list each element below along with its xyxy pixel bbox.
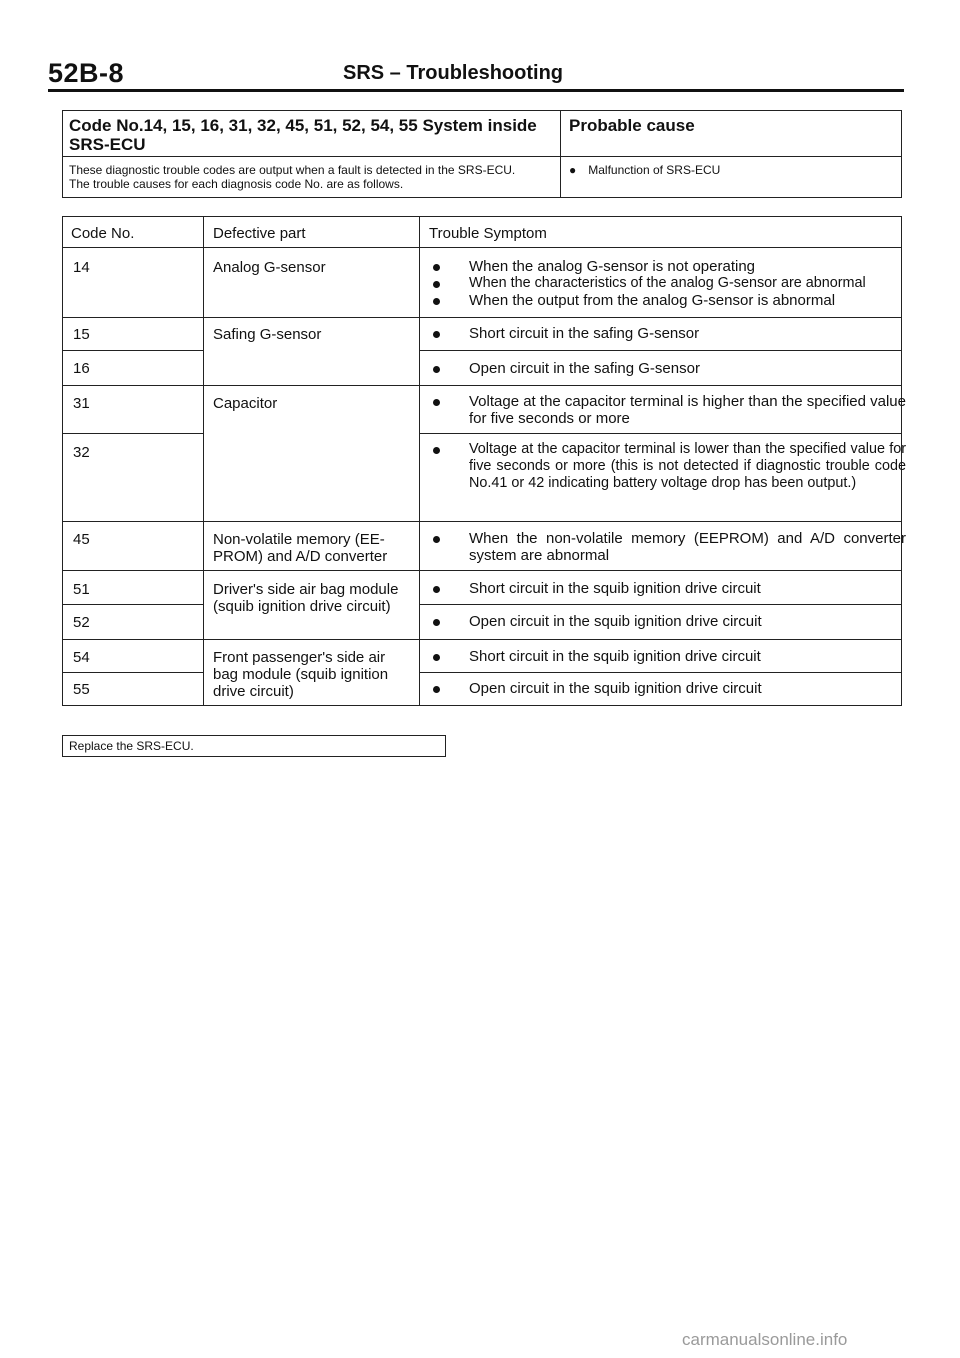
symptom-text: Voltage at the capacitor terminal is lower than the specified value for five seconds or more (this is not detected if diagnostic trouble code No.41 or 42 indicating battery voltage drop has been output.) bbox=[469, 441, 906, 491]
column-divider bbox=[203, 217, 204, 705]
summary-divider-horizontal bbox=[63, 156, 901, 157]
row-divider bbox=[419, 672, 901, 673]
row-divider bbox=[63, 639, 901, 640]
bullet-icon: ● bbox=[569, 163, 577, 177]
row-divider bbox=[63, 317, 901, 318]
row-divider bbox=[63, 672, 203, 673]
row-divider bbox=[63, 604, 203, 605]
action-box: Replace the SRS-ECU. bbox=[62, 735, 446, 757]
header-trouble-symptom: Trouble Symptom bbox=[429, 225, 547, 242]
code-number: 55 bbox=[73, 681, 90, 698]
defective-part: Analog G-sensor bbox=[213, 259, 326, 276]
row-divider bbox=[419, 433, 901, 434]
bullet-icon bbox=[433, 686, 440, 693]
summary-description bbox=[69, 163, 557, 191]
code-number: 14 bbox=[73, 259, 90, 276]
summary-title: Code No.14, 15, 16, 31, 32, 45, 51, 52, 54, 55 System inside SRS-ECU bbox=[69, 116, 537, 154]
bullet-icon bbox=[433, 654, 440, 661]
symptom-text: Short circuit in the safing G-sensor bbox=[469, 325, 700, 342]
bullet-icon bbox=[433, 331, 440, 338]
code-number: 15 bbox=[73, 326, 90, 343]
code-number: 52 bbox=[73, 614, 90, 631]
defective-part: Front passenger's side air bag module (squib ignition drive circuit) bbox=[213, 649, 389, 700]
row-divider bbox=[63, 385, 901, 386]
watermark: carmanualsonline.info bbox=[682, 1330, 848, 1349]
bullet-icon bbox=[433, 298, 440, 305]
defective-part: Driver's side air bag module (squib ignition drive circuit) bbox=[213, 581, 399, 615]
summary-description-line: These diagnostic trouble codes are output when a fault is detected in the SRS-ECU. bbox=[69, 163, 516, 177]
symptom-text: When the output from the analog G-sensor is abnormal bbox=[469, 292, 836, 309]
bullet-icon bbox=[433, 281, 440, 288]
symptom-text: When the non-volatile memory (EEPROM) and A/D converter system are abnormal bbox=[469, 530, 906, 564]
symptom-text: When the analog G-sensor is not operating bbox=[469, 258, 756, 275]
symptom-text: Voltage at the capacitor terminal is higher than the specified value for five seconds or more bbox=[469, 393, 906, 427]
code-number: 16 bbox=[73, 360, 90, 377]
bullet-icon bbox=[433, 536, 440, 543]
symptom-text: When the characteristics of the analog G-sensor are abnormal bbox=[469, 275, 866, 291]
probable-cause bbox=[569, 163, 720, 177]
bullet-icon bbox=[433, 619, 440, 626]
defective-part: Non-volatile memory (EE-PROM) and A/D converter bbox=[213, 531, 388, 565]
symptom-text: Open circuit in the squib ignition drive circuit bbox=[469, 613, 762, 630]
probable-cause-heading: Probable cause bbox=[569, 116, 695, 135]
summary-box bbox=[62, 110, 902, 198]
defective-part: Safing G-sensor bbox=[213, 326, 322, 343]
column-divider bbox=[419, 217, 420, 705]
defective-part: Capacitor bbox=[213, 395, 278, 412]
summary-divider-vertical bbox=[560, 111, 561, 197]
symptom-text: Short circuit in the squib ignition drive circuit bbox=[469, 648, 761, 665]
row-divider bbox=[63, 570, 901, 571]
row-divider bbox=[63, 521, 901, 522]
row-divider bbox=[419, 604, 901, 605]
row-divider bbox=[63, 247, 901, 248]
header-defective-part: Defective part bbox=[213, 225, 306, 242]
summary-description-line: The trouble causes for each diagnosis code No. are as follows. bbox=[69, 177, 404, 191]
symptom-text: Open circuit in the squib ignition drive circuit bbox=[469, 680, 762, 697]
row-divider bbox=[63, 350, 203, 351]
code-number: 54 bbox=[73, 649, 90, 666]
probable-cause-text: Malfunction of SRS-ECU bbox=[588, 163, 721, 177]
code-number: 45 bbox=[73, 531, 90, 548]
header-rule bbox=[48, 89, 904, 92]
bullet-icon bbox=[433, 586, 440, 593]
code-number: 31 bbox=[73, 395, 90, 412]
header-code-no: Code No. bbox=[71, 225, 135, 242]
page-title: SRS – Troubleshooting bbox=[343, 62, 564, 84]
trouble-table bbox=[62, 216, 906, 706]
row-divider bbox=[419, 350, 901, 351]
bullet-icon bbox=[433, 366, 440, 373]
bullet-icon bbox=[433, 399, 440, 406]
code-number: 32 bbox=[73, 444, 90, 461]
symptom-text: Open circuit in the safing G-sensor bbox=[469, 360, 700, 377]
code-number: 51 bbox=[73, 581, 90, 598]
symptom-text: Short circuit in the squib ignition drive circuit bbox=[469, 580, 761, 597]
row-divider bbox=[63, 433, 203, 434]
bullet-icon bbox=[433, 447, 440, 454]
page-number: 52B-8 bbox=[48, 58, 125, 88]
bullet-icon bbox=[433, 264, 440, 271]
